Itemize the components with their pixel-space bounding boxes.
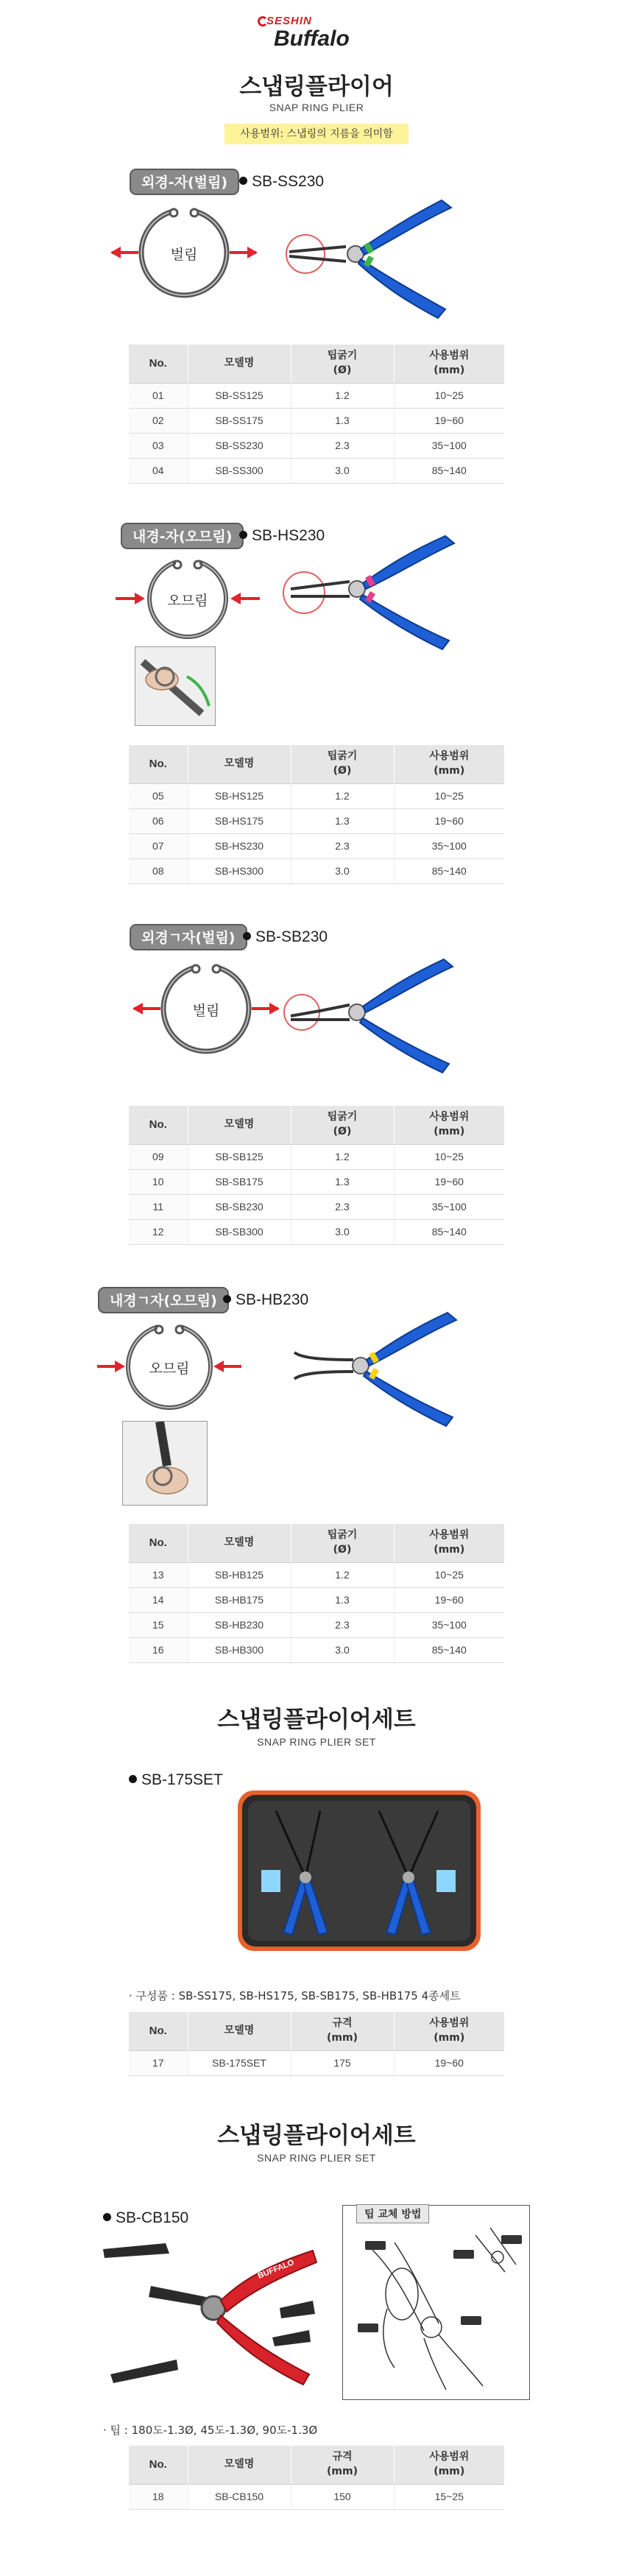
- cell-range: 10~25: [394, 1144, 504, 1169]
- cell-no: 11: [129, 1194, 188, 1219]
- section-2-model-label: SB-HS230: [252, 527, 325, 544]
- col-no: No.: [129, 1106, 188, 1144]
- section-4-ring-diagram: [96, 1313, 243, 1416]
- section-2-spec-table: [129, 745, 504, 884]
- section-3-model-label: SB-SB230: [255, 928, 328, 945]
- cell-model: SB-HB230: [188, 1612, 291, 1637]
- set1-title: 스냅링플라이어세트: [217, 1707, 416, 1733]
- section-1-type-pill: 외경-자(벌림): [130, 169, 239, 195]
- cell-model: SB-CB150: [188, 2484, 291, 2509]
- cell-no: 12: [129, 1219, 188, 1244]
- cell-tip: 2.3: [291, 1612, 394, 1637]
- table-row: [129, 858, 504, 883]
- section-3-ring-label: 벌림: [192, 1003, 220, 1019]
- section-2-plier-image: [276, 523, 497, 655]
- section-3-spec-table: [129, 1106, 504, 1245]
- cell-range: 85~140: [394, 1637, 504, 1662]
- cell-tip: 1.2: [291, 383, 394, 408]
- col-tip-unit: (Ø): [333, 1543, 352, 1556]
- table-row: [129, 383, 504, 408]
- cell-no: 10: [129, 1169, 188, 1194]
- bent-internal-plier-icon: [280, 1299, 501, 1432]
- bullet-icon: [239, 531, 247, 539]
- cell-model: SB-175SET: [188, 2050, 291, 2075]
- section-4-spec-table: [129, 1524, 504, 1663]
- col-spec: [291, 2446, 394, 2484]
- col-tip: [291, 745, 394, 783]
- cell-range: 10~25: [394, 383, 504, 408]
- col-tip-unit: (Ø): [333, 1125, 352, 1137]
- cell-range: 19~60: [394, 1169, 504, 1194]
- bullet-icon: [239, 177, 247, 185]
- cell-model: SB-SB125: [188, 1144, 291, 1169]
- set2-model-label: SB-CB150: [116, 2209, 189, 2226]
- table-row: [129, 1194, 504, 1219]
- set1-subtitle: SNAP RING PLIER SET: [257, 1736, 376, 1748]
- section-1-spec-table: [129, 345, 504, 484]
- col-range-unit: (mm): [434, 1543, 465, 1556]
- table-header-row: [129, 1106, 504, 1144]
- set2-title: 스냅링플라이어세트: [217, 2122, 416, 2149]
- col-tip-label: 팁굵기: [327, 1529, 358, 1542]
- cell-tip: 3.0: [291, 858, 394, 883]
- plier-case-icon: [232, 1782, 486, 1958]
- col-tip: [291, 345, 394, 383]
- cell-range: 19~60: [394, 808, 504, 833]
- table-row: [129, 408, 504, 433]
- table-header-row: [129, 2012, 504, 2050]
- bullet-icon: [243, 932, 251, 940]
- section-4-ring-label: 오므림: [149, 1361, 190, 1377]
- set1-case-image: [232, 1782, 486, 1958]
- table-row: [129, 1219, 504, 1244]
- cell-range: 35~100: [394, 1194, 504, 1219]
- table-header-row: [129, 1524, 504, 1562]
- cell-tip: 1.3: [291, 808, 394, 833]
- col-range: [394, 2012, 504, 2050]
- col-no: No.: [129, 745, 188, 783]
- cell-tip: 2.3: [291, 1194, 394, 1219]
- section-3-plier-image: [276, 946, 497, 1079]
- col-range-label: 사용범위: [429, 750, 470, 763]
- table-header-row: [129, 2446, 504, 2484]
- cell-no: 15: [129, 1612, 188, 1637]
- col-tip-unit: (Ø): [333, 364, 352, 376]
- cell-no: 17: [129, 2050, 188, 2075]
- section-1-ring-label: 벌림: [170, 247, 198, 263]
- col-range-unit: (mm): [434, 1125, 465, 1137]
- tool-brand-text: BUFFALO: [256, 2258, 296, 2281]
- table-row: [129, 1587, 504, 1612]
- cell-no: 18: [129, 2484, 188, 2509]
- section-4-plier-image: [280, 1299, 501, 1432]
- cell-model: SB-SB300: [188, 1219, 291, 1244]
- col-range: [394, 2446, 504, 2484]
- section-3-type-pill: 외경ㄱ자(벌림): [130, 924, 247, 950]
- cell-tip: 2.3: [291, 833, 394, 858]
- col-range-label: 사용범위: [429, 350, 470, 362]
- set1-model-label: SB-175SET: [141, 1771, 223, 1788]
- cell-model: SB-HB175: [188, 1587, 291, 1612]
- cell-tip: 1.3: [291, 1587, 394, 1612]
- table-row: [129, 783, 504, 808]
- cell-model: SB-SS175: [188, 408, 291, 433]
- hand-using-plier-icon: [135, 647, 215, 725]
- cell-tip: 3.0: [291, 1219, 394, 1244]
- cell-tip: 1.2: [291, 1144, 394, 1169]
- section-1-model-label: SB-SS230: [252, 173, 325, 190]
- table-header-row: [129, 345, 504, 383]
- cell-range: 15~25: [394, 2484, 504, 2509]
- col-range: [394, 745, 504, 783]
- cell-no: 07: [129, 833, 188, 858]
- cell-range: 10~25: [394, 783, 504, 808]
- brand-main-text: Buffalo: [274, 27, 350, 51]
- set2-tips: · 팁 : 180도-1.3Ø, 45도-1.3Ø, 90도-1.3Ø: [103, 2424, 318, 2437]
- cell-range: 35~100: [394, 833, 504, 858]
- bullet-icon: [129, 1775, 137, 1783]
- col-range-unit: (mm): [434, 2031, 465, 2044]
- brand-top-text: SESHIN: [266, 15, 312, 27]
- cell-model: SB-SB230: [188, 1194, 291, 1219]
- cell-tip: 1.3: [291, 1169, 394, 1194]
- cell-model: SB-HS230: [188, 833, 291, 858]
- col-model: 모델명: [188, 345, 291, 383]
- col-tip-label: 팁굵기: [327, 350, 358, 362]
- cell-spec: 150: [291, 2484, 394, 2509]
- straight-plier-icon: [276, 191, 497, 324]
- cell-no: 08: [129, 858, 188, 883]
- table-row: [129, 2050, 504, 2075]
- cell-model: SB-HB125: [188, 1562, 291, 1587]
- col-range: [394, 345, 504, 383]
- cell-model: SB-HS125: [188, 783, 291, 808]
- cell-range: 10~25: [394, 1562, 504, 1587]
- cell-tip: 1.2: [291, 1562, 394, 1587]
- cell-no: 16: [129, 1637, 188, 1662]
- page-subtitle: SNAP RING PLIER: [269, 102, 364, 113]
- col-no: No.: [129, 2446, 188, 2484]
- table-row: [129, 1637, 504, 1662]
- cell-model: SB-SS300: [188, 458, 291, 483]
- col-range-unit: (mm): [434, 764, 465, 777]
- cell-tip: 1.2: [291, 783, 394, 808]
- table-row: [129, 1169, 504, 1194]
- cell-model: SB-SS125: [188, 383, 291, 408]
- cell-range: 85~140: [394, 1219, 504, 1244]
- cell-no: 04: [129, 458, 188, 483]
- set1-spec-table: [129, 2012, 504, 2076]
- cell-range: 19~60: [394, 1587, 504, 1612]
- cell-no: 14: [129, 1587, 188, 1612]
- cell-model: SB-SB175: [188, 1169, 291, 1194]
- cell-range: 35~100: [394, 433, 504, 458]
- cell-range: 35~100: [394, 1612, 504, 1637]
- col-tip: [291, 1106, 394, 1144]
- col-range-unit: (mm): [434, 364, 465, 376]
- col-model: 모델명: [188, 745, 291, 783]
- cell-no: 02: [129, 408, 188, 433]
- cell-no: 06: [129, 808, 188, 833]
- col-no: No.: [129, 1524, 188, 1562]
- set2-spec-table: [129, 2446, 504, 2510]
- section-3-ring-diagram: [132, 950, 280, 1060]
- col-spec-unit: (mm): [327, 2465, 358, 2477]
- col-model: 모델명: [188, 1524, 291, 1562]
- col-tip-label: 팁굵기: [327, 750, 358, 763]
- straight-internal-plier-icon: [276, 523, 497, 655]
- table-row: [129, 458, 504, 483]
- section-1-ring-diagram: [110, 195, 258, 306]
- section-4-model-label: SB-HB230: [236, 1291, 309, 1308]
- table-row: [129, 808, 504, 833]
- col-model: 모델명: [188, 2012, 291, 2050]
- bullet-icon: [103, 2213, 111, 2221]
- col-range-unit: (mm): [434, 2465, 465, 2477]
- section-4-usage-inset: [122, 1421, 208, 1506]
- cell-model: SB-HB300: [188, 1637, 291, 1662]
- cell-range: 85~140: [394, 458, 504, 483]
- usage-note: 사용범위: 스냅링의 지름을 의미함: [224, 124, 409, 144]
- col-range: [394, 1106, 504, 1144]
- cell-no: 01: [129, 383, 188, 408]
- cell-model: SB-SS230: [188, 433, 291, 458]
- table-row: [129, 833, 504, 858]
- cell-tip: 1.3: [291, 408, 394, 433]
- hand-using-plier-icon: [123, 1422, 207, 1505]
- interchangeable-plier-icon: [96, 2227, 324, 2407]
- cell-no: 05: [129, 783, 188, 808]
- col-model: 모델명: [188, 2446, 291, 2484]
- section-2-ring-label: 오므림: [167, 593, 208, 609]
- cell-range: 19~60: [394, 408, 504, 433]
- cell-no: 09: [129, 1144, 188, 1169]
- page-title: 스냅링플라이어: [239, 74, 394, 100]
- set1-model: [129, 1767, 223, 1793]
- col-spec-unit: (mm): [327, 2031, 358, 2044]
- tip-change-illustration-icon: [343, 2206, 529, 2399]
- col-model: 모델명: [188, 1106, 291, 1144]
- table-header-row: [129, 745, 504, 783]
- col-no: No.: [129, 2012, 188, 2050]
- section-1-plier-image: [276, 191, 497, 324]
- cell-range: 19~60: [394, 2050, 504, 2075]
- cell-model: SB-HS175: [188, 808, 291, 833]
- cell-tip: 3.0: [291, 1637, 394, 1662]
- table-row: [129, 433, 504, 458]
- col-spec-label: 규격: [332, 2451, 353, 2463]
- col-range-label: 사용범위: [429, 1111, 470, 1123]
- col-spec: [291, 2012, 394, 2050]
- section-4-type-pill: 내경ㄱ자(오므림): [98, 1287, 229, 1313]
- table-row: [129, 1612, 504, 1637]
- cell-tip: 3.0: [291, 458, 394, 483]
- section-2-type-pill: 내경-자(오므림): [121, 523, 244, 549]
- cell-no: 13: [129, 1562, 188, 1587]
- set2-subtitle: SNAP RING PLIER SET: [257, 2152, 376, 2164]
- bullet-icon: [223, 1295, 231, 1303]
- col-tip-label: 팁굵기: [327, 1111, 358, 1123]
- col-range-label: 사용범위: [429, 2017, 470, 2030]
- col-range-label: 사용범위: [429, 1529, 470, 1542]
- section-2-ring-diagram: [114, 548, 261, 644]
- brand-logo: [258, 15, 375, 55]
- table-row: [129, 2484, 504, 2509]
- set1-composition: · 구성품 : SB-SS175, SB-HS175, SB-SB175, SB-HB175 4종세트: [129, 1989, 461, 2002]
- bent-external-plier-icon: [276, 946, 497, 1079]
- table-row: [129, 1144, 504, 1169]
- col-range-label: 사용범위: [429, 2451, 470, 2463]
- cell-tip: 2.3: [291, 433, 394, 458]
- table-row: [129, 1562, 504, 1587]
- cell-no: 03: [129, 433, 188, 458]
- cell-model: SB-HS300: [188, 858, 291, 883]
- set2-tool-image: [96, 2227, 324, 2407]
- col-tip: [291, 1524, 394, 1562]
- guide-title: 팁 교체 방법: [356, 2204, 429, 2223]
- col-range: [394, 1524, 504, 1562]
- cell-spec: 175: [291, 2050, 394, 2075]
- section-2-usage-inset: [135, 646, 216, 726]
- cell-range: 85~140: [394, 858, 504, 883]
- col-tip-unit: (Ø): [333, 764, 352, 777]
- col-no: No.: [129, 345, 188, 383]
- col-spec-label: 규격: [332, 2017, 353, 2030]
- set2-tip-change-guide: [342, 2205, 530, 2400]
